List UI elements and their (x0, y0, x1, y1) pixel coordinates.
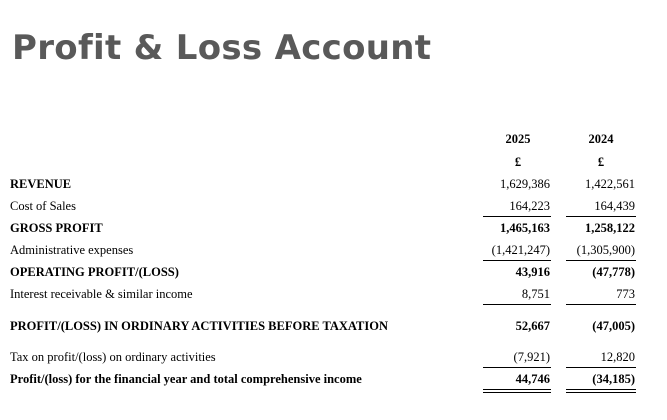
row-label: OPERATING PROFIT/(LOSS) (10, 265, 179, 279)
value-prior: 1,258,122 (585, 221, 635, 235)
page-title: Profit & Loss Account (12, 28, 432, 68)
currency-header-row (0, 155, 667, 173)
table-row-interest-receivable (0, 287, 667, 305)
value-current: 52,667 (515, 319, 550, 333)
year-prior-header: 2024 (588, 132, 614, 146)
row-label: Cost of Sales (10, 199, 76, 213)
subtotal-rule (566, 216, 636, 217)
total-double-rule (483, 389, 551, 393)
year-header-row (0, 132, 667, 150)
subtotal-rule (483, 304, 551, 305)
subtotal-rule (566, 260, 636, 261)
value-current: 164,223 (509, 199, 550, 213)
currency-current-header: £ (514, 155, 522, 169)
row-label: Administrative expenses (10, 243, 134, 257)
value-current: (7,921) (513, 350, 550, 364)
value-current: 8,751 (521, 287, 550, 301)
row-label: Profit/(loss) for the financial year and total comprehensive income (10, 372, 362, 386)
year-current-header: 2025 (505, 132, 531, 146)
total-double-rule (566, 389, 636, 393)
table-row-profit-before-tax (0, 319, 667, 337)
subtotal-rule (566, 304, 636, 305)
currency-prior-header: £ (597, 155, 605, 169)
value-prior: (47,005) (592, 319, 635, 333)
row-label: GROSS PROFIT (10, 221, 103, 235)
value-prior: (1,305,900) (576, 243, 635, 257)
value-current: (1,421,247) (491, 243, 550, 257)
subtotal-rule (483, 216, 551, 217)
row-label: Tax on profit/(loss) on ordinary activities (10, 350, 216, 364)
table-row-tax (0, 350, 667, 368)
subtotal-rule (483, 260, 551, 261)
row-label: REVENUE (10, 177, 72, 191)
subtotal-rule (483, 367, 551, 368)
table-row-cost-of-sales (0, 199, 667, 217)
row-label: Interest receivable & similar income (10, 287, 193, 301)
value-prior: 12,820 (600, 350, 635, 364)
table-row-gross-profit (0, 221, 667, 239)
table-row-profit-for-year (0, 372, 667, 390)
value-prior: (34,185) (592, 372, 635, 386)
value-current: 43,916 (515, 265, 550, 279)
table-row-operating-profit (0, 265, 667, 283)
value-prior: (47,778) (592, 265, 635, 279)
value-prior: 773 (616, 287, 635, 301)
subtotal-rule (566, 367, 636, 368)
value-prior: 1,422,561 (585, 177, 635, 191)
value-current: 1,629,386 (500, 177, 550, 191)
value-current: 1,465,163 (500, 221, 550, 235)
value-prior: 164,439 (594, 199, 635, 213)
value-current: 44,746 (515, 372, 550, 386)
table-row-revenue (0, 177, 667, 195)
table-row-admin-expenses (0, 243, 667, 261)
row-label: PROFIT/(LOSS) IN ORDINARY ACTIVITIES BEFORE TAXATION (10, 319, 388, 333)
